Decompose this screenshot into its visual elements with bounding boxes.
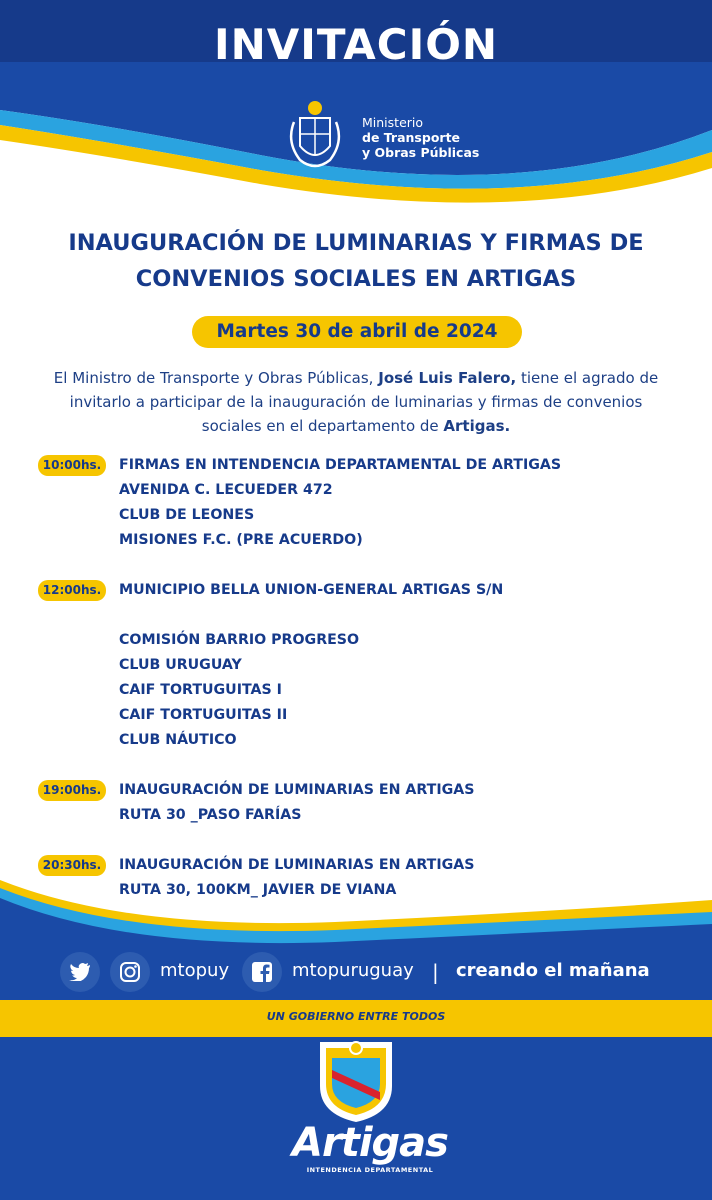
- event-title-line2: CONVENIOS SOCIALES EN ARTIGAS: [135, 266, 577, 292]
- schedule-line: CLUB URUGUAY: [119, 657, 242, 673]
- artigas-subtitle: INTENDENCIA DEPARTAMENTAL: [306, 1166, 434, 1174]
- department-name: Artigas.: [443, 417, 511, 435]
- schedule-line: INAUGURACIÓN DE LUMINARIAS EN ARTIGAS: [119, 857, 475, 873]
- gov-slogan-bold: ENTRE TODOS: [357, 1010, 446, 1023]
- social-bar: [0, 950, 712, 994]
- schedule-line: MISIONES F.C. (PRE ACUERDO): [119, 532, 363, 548]
- schedule-line: RUTA 30 _PASO FARÍAS: [119, 807, 302, 823]
- coat-of-arms-icon: [280, 98, 350, 176]
- intro-text-1: El Ministro de Transporte y Obras Públicas,: [53, 369, 379, 387]
- gov-slogan: [0, 1010, 712, 1023]
- event-date: Martes 30 de abril de 2024: [192, 316, 522, 348]
- schedule-line: INAUGURACIÓN DE LUMINARIAS EN ARTIGAS: [119, 782, 475, 798]
- time-badge: 10:00hs.: [38, 455, 106, 476]
- intro-text-2: tiene el agrado de invitarlo a participar de la inauguración de luminarias y firmas de convenios sociales en el departamento de: [69, 369, 659, 435]
- instagram-icon[interactable]: [110, 952, 150, 992]
- schedule-line: AVENIDA C. LECUEDER 472: [119, 482, 333, 498]
- invitation-title: INVITACIÓN: [213, 20, 499, 69]
- gov-slogan-prefix: UN GOBIERNO: [266, 1010, 358, 1023]
- time-badge: 12:00hs.: [38, 580, 106, 601]
- schedule-line: RUTA 30, 100KM_ JAVIER DE VIANA: [119, 882, 397, 898]
- schedule-item: [38, 578, 688, 753]
- facebook-handle[interactable]: mtopuruguay: [292, 960, 414, 981]
- tagline: creando el mañana: [456, 960, 650, 981]
- schedule-item: [38, 453, 688, 553]
- ministry-logo: [280, 98, 479, 176]
- schedule-line: CAIF TORTUGUITAS II: [119, 707, 288, 723]
- event-title-line1: INAUGURACIÓN DE LUMINARIAS Y FIRMAS DE: [68, 230, 644, 256]
- ministry-line3: y Obras Públicas: [362, 144, 480, 160]
- social-separator: |: [432, 960, 439, 984]
- intro-paragraph: [40, 366, 672, 438]
- ministry-line1: Ministerio: [362, 114, 424, 130]
- schedule: [38, 453, 688, 903]
- twitter-icon[interactable]: [60, 952, 100, 992]
- event-title: [30, 225, 682, 297]
- schedule-line: COMISIÓN BARRIO PROGRESO: [119, 632, 360, 648]
- instagram-handle[interactable]: mtopuy: [160, 960, 230, 981]
- artigas-crest-icon: [310, 1034, 402, 1124]
- schedule-line: CLUB DE LEONES: [119, 507, 255, 523]
- schedule-spacer: [119, 603, 503, 628]
- artigas-wordmark: Artigas: [292, 1120, 448, 1166]
- time-badge: 19:00hs.: [38, 780, 106, 801]
- ministry-line2: de Transporte: [362, 129, 461, 145]
- facebook-icon[interactable]: [242, 952, 282, 992]
- minister-name: José Luis Falero,: [378, 369, 517, 387]
- schedule-line: MUNICIPIO BELLA UNION-GENERAL ARTIGAS S/N: [119, 582, 504, 598]
- schedule-item: [38, 778, 688, 828]
- time-badge: 20:30hs.: [38, 855, 106, 876]
- schedule-line: FIRMAS EN INTENDENCIA DEPARTAMENTAL DE ARTIGAS: [119, 457, 562, 473]
- schedule-line: CLUB NÁUTICO: [119, 732, 237, 748]
- schedule-line: CAIF TORTUGUITAS I: [119, 682, 282, 698]
